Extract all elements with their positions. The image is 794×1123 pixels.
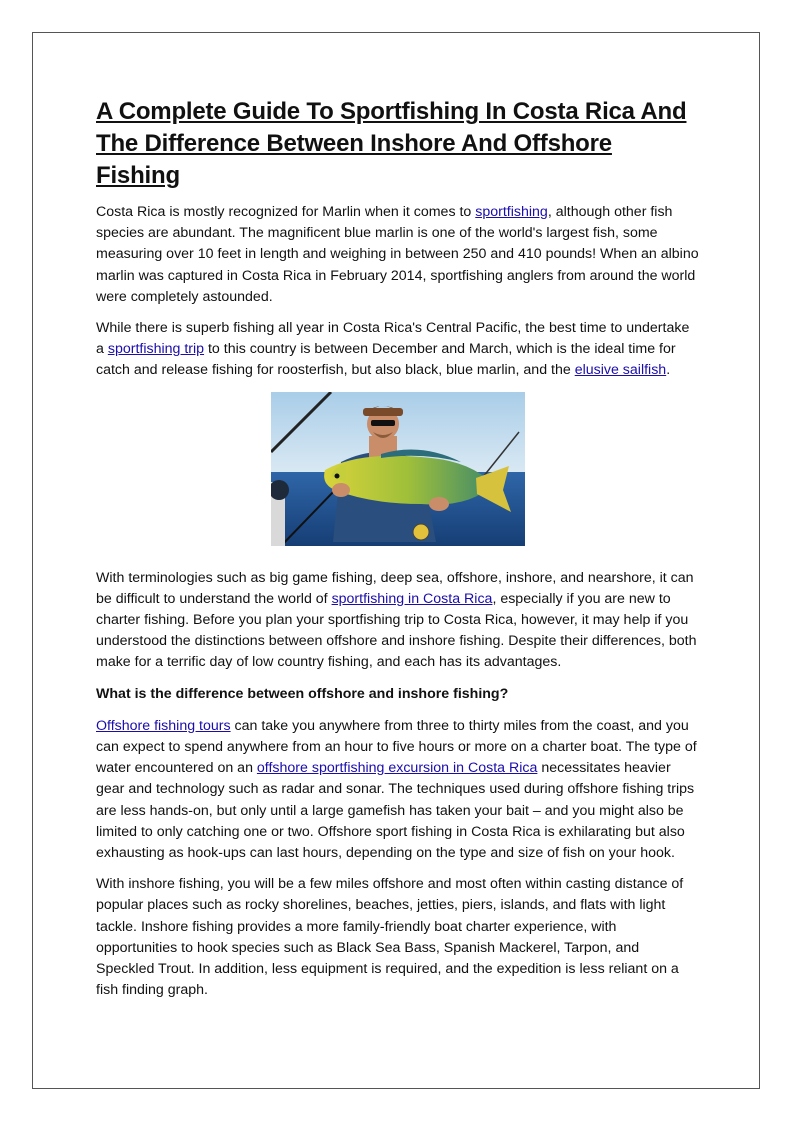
paragraph-terminology: With terminologies such as big game fishing, deep sea, offshore, inshore, and nearshore, it can be difficult to understand the world of sportfishing in Costa Rica, especially if you are new to charter fishing. Before you plan your sportfishing trip to Costa Rica, however, it may help if you understood the distinctions between offshore and inshore fishing. Despite their differences, both make for a terrific day of low country fishing, and each has its advantages.: [96, 569, 697, 671]
link-sportfishing[interactable]: sportfishing: [475, 204, 548, 220]
article: [96, 96, 700, 1011]
link-elusive-sailfish[interactable]: elusive sailfish: [574, 362, 667, 379]
article-title: A Complete Guide To Sportfishing In Costa Rica And The Difference Between Inshore And Offshore Fishing: [96, 98, 687, 189]
link-offshore-fishing-tours[interactable]: Offshore fishing tours: [96, 717, 231, 734]
paragraph-offshore: Offshore fishing tours can take you anywhere from three to thirty miles from the coast, and you can expect to spend anywhere from an hour to five hours or more on a charter boat. The type of water encountered on an offshore sportfishing excursion in Costa Rica necessitates heavier gear and technology such as radar and sonar. The techniques used during offshore fishing trips are less hands-on, but only until a large gamefish has taken your bait – and you might also be limited to only catching one or two. Offshore sport fishing in Costa Rica is exhilarating but also exhausting as hook-ups can last hours, depending on the type and size of fish on your hook.: [96, 717, 697, 862]
fish-photo-illustration: [271, 392, 525, 546]
link-offshore-excursion[interactable]: offshore sportfishing excursion in Costa Rica: [256, 760, 538, 777]
link-sportfishing-trip[interactable]: sportfishing trip: [107, 341, 205, 358]
section-question: What is the difference between offshore and inshore fishing?: [96, 685, 509, 702]
paragraph-inshore: With inshore fishing, you will be a few miles offshore and most often within casting distance of popular places such as rocky shorelines, beaches, jetties, piers, islands, and flats with light tackle. Inshore fishing provides a more family-friendly boat charter experience, with opportunities to hook species such as Black Sea Bass, Spanish Mackerel, Tarpon, and Speckled Trout. In addition, less equipment is required, and the expedition is less reliant on a fish finding graph.: [96, 876, 684, 999]
paragraph-intro: Costa Rica is mostly recognized for Marlin when it comes to sportfishing, although other fish species are abundant. The magnificent blue marlin is one of the world's largest fish, some measuring over 10 feet in length and weighing in between 250 and 410 pounds! When an albino marlin was captured in Costa Rica in February 2014, sportfishing anglers from around the world were completely astounded.: [96, 204, 699, 305]
link-sportfishing-in-costa-rica[interactable]: sportfishing in Costa Rica: [331, 590, 493, 607]
paragraph-best-time: While there is superb fishing all year in Costa Rica's Central Pacific, the best time to undertake a sportfishing trip to this country is between December and March, which is the ideal time for catch and release fishing for roosterfish, but also black, blue marlin, and the elusive sailfish.: [96, 320, 690, 379]
photo-angler-with-mahi-mahi: [271, 392, 525, 546]
